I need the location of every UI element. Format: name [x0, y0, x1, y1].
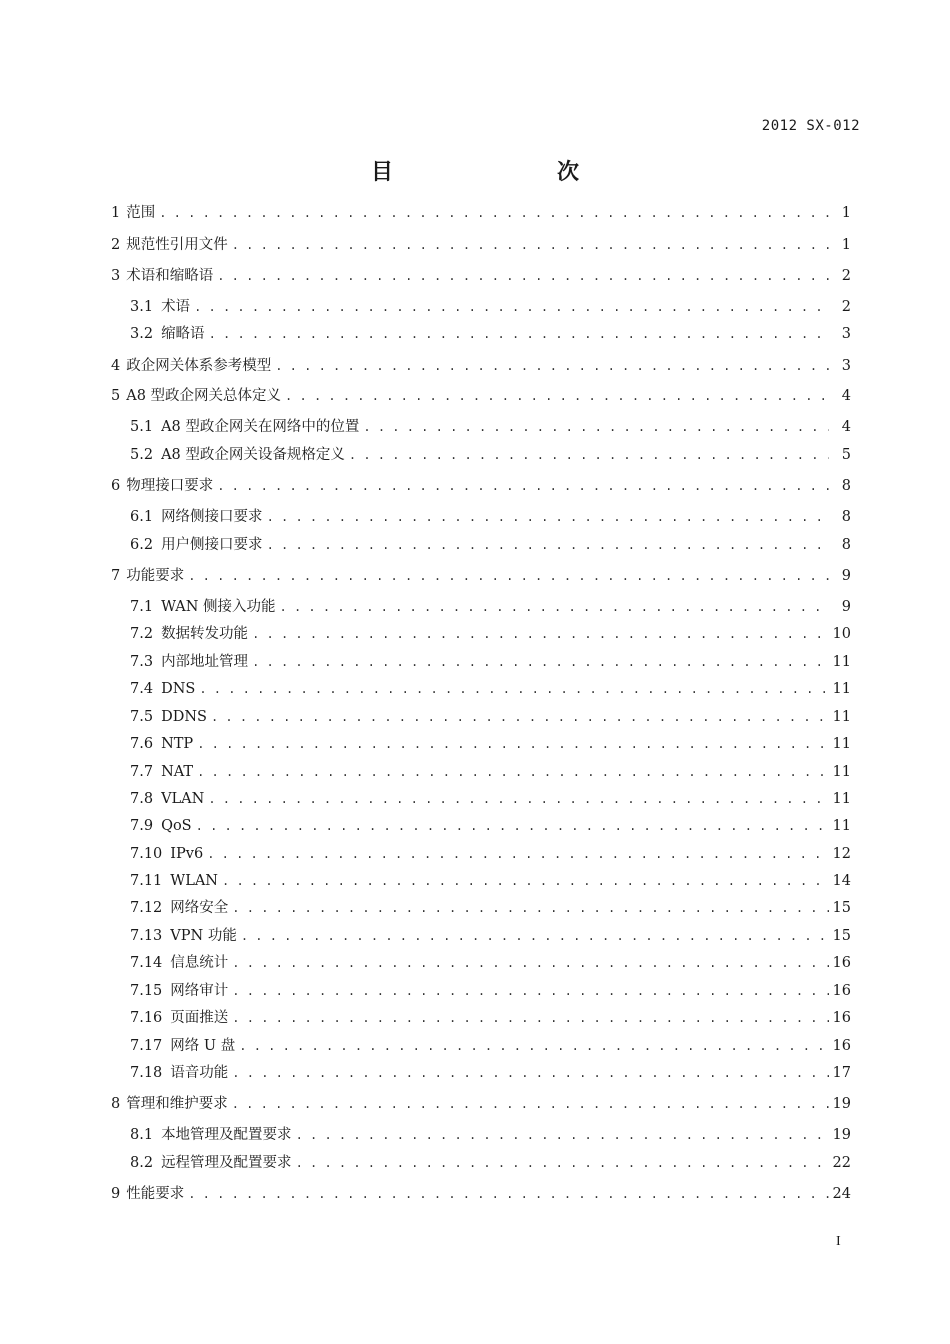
- toc-entry-label: IPv6: [170, 846, 204, 862]
- toc-entry-label: 规范性引用文件: [126, 237, 228, 253]
- toc-entry-number: 7.9: [130, 818, 154, 834]
- toc-entry[interactable]: [130, 1125, 851, 1145]
- toc-entry-label: VLAN: [161, 791, 205, 807]
- toc-entry-label: 网络侧接口要求: [161, 509, 263, 525]
- toc-entry-label: NTP: [161, 736, 194, 752]
- toc-entry[interactable]: [111, 266, 851, 286]
- toc-entry-number: 3.2: [130, 326, 154, 342]
- toc-entry-page: 16: [832, 955, 851, 971]
- document-code: 2012 SX-012: [761, 118, 860, 134]
- toc-entry-page: 11: [832, 791, 851, 807]
- toc-dot-leader: [199, 679, 828, 699]
- toc-entry-page: 19: [832, 1127, 851, 1143]
- toc-dot-leader: [252, 652, 828, 672]
- toc-entry-page: 2: [841, 268, 851, 284]
- toc-dot-leader: [217, 476, 829, 496]
- toc-entry-page: 11: [832, 764, 851, 780]
- toc-entry-label: 用户侧接口要求: [161, 537, 263, 553]
- toc-dot-leader: [197, 734, 828, 754]
- toc-entry[interactable]: [130, 898, 851, 918]
- toc-dot-leader: [232, 1063, 828, 1083]
- toc-entry-label: 语音功能: [170, 1065, 229, 1081]
- toc-entry-page: 17: [832, 1065, 851, 1081]
- toc-entry-label: WLAN: [170, 873, 218, 889]
- toc-entry-page: 1: [841, 237, 851, 253]
- toc-dot-leader: [285, 386, 829, 406]
- toc-title: 目 次: [370, 159, 619, 185]
- toc-entry-number: 8.1: [130, 1127, 154, 1143]
- toc-entry-number: 6.1: [130, 509, 154, 525]
- toc-entry-number: 7.13: [130, 928, 163, 944]
- toc-entry[interactable]: [130, 981, 851, 1001]
- toc-entry[interactable]: [130, 652, 851, 672]
- toc-entry-number: 5: [111, 388, 121, 404]
- toc-entry-label: 信息统计: [170, 955, 229, 971]
- toc-entry-page: 11: [832, 681, 851, 697]
- toc-entry-number: 7.3: [130, 654, 154, 670]
- toc-entry-number: 9: [111, 1186, 121, 1202]
- toc-entry-page: 8: [841, 537, 851, 553]
- toc-entry-label: 范围: [126, 205, 156, 221]
- toc-dot-leader: [209, 324, 829, 344]
- toc-entry-number: 7.5: [130, 709, 154, 725]
- toc-entry-label: A8 型政企网关在网络中的位置: [161, 419, 360, 435]
- toc-entry-number: 7.6: [130, 736, 154, 752]
- toc-entry[interactable]: [130, 871, 851, 891]
- toc-dot-leader: [267, 507, 829, 527]
- toc-entry-number: 3.1: [130, 299, 154, 315]
- toc-entry-label: 物理接口要求: [126, 478, 214, 494]
- toc-entry[interactable]: [111, 386, 851, 406]
- toc-entry-number: 7.14: [130, 955, 163, 971]
- toc-entry-page: 8: [841, 509, 851, 525]
- toc-entry[interactable]: [130, 789, 851, 809]
- toc-entry-label: 内部地址管理: [161, 654, 249, 670]
- toc-entry-label: 政企网关体系参考模型: [126, 358, 272, 374]
- toc-entry-label: 数据转发功能: [161, 626, 249, 642]
- toc-dot-leader: [222, 871, 829, 891]
- toc-entry-number: 3: [111, 268, 121, 284]
- toc-entry-number: 8: [111, 1096, 121, 1112]
- toc-dot-leader: [217, 266, 829, 286]
- toc-entry[interactable]: [130, 844, 851, 864]
- toc-dot-leader: [349, 445, 829, 465]
- toc-dot-leader: [232, 953, 828, 973]
- toc-dot-leader: [232, 898, 828, 918]
- toc-entry[interactable]: [130, 762, 851, 782]
- toc-entry-page: 15: [832, 900, 851, 916]
- toc-entry-number: 2: [111, 237, 121, 253]
- toc-entry[interactable]: [130, 624, 851, 644]
- page-number: I: [836, 1234, 841, 1249]
- toc-entry-label: VPN 功能: [170, 928, 237, 944]
- toc-entry-label: A8 型政企网关设备规格定义: [161, 447, 345, 463]
- toc-dot-leader: [241, 926, 829, 946]
- toc-entry-label: DNS: [161, 681, 196, 697]
- toc-entry-number: 7.8: [130, 791, 154, 807]
- toc-entry-number: 7.17: [130, 1038, 163, 1054]
- toc-entry-label: DDNS: [161, 709, 207, 725]
- toc-entry-page: 1: [841, 205, 851, 221]
- toc-entry-page: 11: [832, 709, 851, 725]
- toc-entry-label: 本地管理及配置要求: [161, 1127, 292, 1143]
- toc-entry-number: 5.2: [130, 447, 154, 463]
- toc-entry[interactable]: [111, 566, 851, 586]
- toc-entry-number: 7.2: [130, 626, 154, 642]
- toc-dot-leader: [267, 535, 829, 555]
- toc-dot-leader: [207, 844, 828, 864]
- toc-dot-leader: [196, 816, 829, 836]
- toc-entry-number: 7.1: [130, 599, 154, 615]
- toc-dot-leader: [239, 1036, 828, 1056]
- toc-entry-label: 性能要求: [126, 1186, 185, 1202]
- toc-dot-leader: [232, 981, 828, 1001]
- toc-entry-page: 11: [832, 736, 851, 752]
- toc-entry[interactable]: [130, 926, 851, 946]
- toc-entry-page: 16: [832, 983, 851, 999]
- toc-entry[interactable]: [130, 445, 851, 465]
- toc-entry-label: 缩略语: [161, 326, 205, 342]
- toc-entry[interactable]: [111, 476, 851, 496]
- toc-entry-page: 3: [841, 326, 851, 342]
- toc-entry[interactable]: [130, 297, 851, 317]
- toc-dot-leader: [208, 789, 828, 809]
- toc-entry-page: 16: [832, 1010, 851, 1026]
- toc-entry[interactable]: [130, 597, 851, 617]
- toc-entry[interactable]: [111, 235, 851, 255]
- toc-entry-page: 12: [832, 846, 851, 862]
- toc-entry-number: 7.12: [130, 900, 163, 916]
- toc-entry-page: 4: [841, 419, 851, 435]
- toc-entry-label: 功能要求: [126, 568, 185, 584]
- toc-entry-number: 8.2: [130, 1155, 154, 1171]
- toc-entry-page: 11: [832, 818, 851, 834]
- toc-entry-number: 5.1: [130, 419, 154, 435]
- toc-entry[interactable]: [111, 1184, 851, 1204]
- toc-entry[interactable]: [111, 356, 851, 376]
- toc-entry-label: QoS: [161, 818, 192, 834]
- toc-entry-label: 术语: [161, 299, 191, 315]
- toc-entry-label: 网络 U 盘: [170, 1038, 236, 1054]
- toc-entry-page: 3: [841, 358, 851, 374]
- toc-entry[interactable]: [130, 1153, 851, 1173]
- toc-entry-page: 19: [832, 1096, 851, 1112]
- toc-entry-label: 管理和维护要求: [126, 1096, 228, 1112]
- toc-entry[interactable]: [130, 679, 851, 699]
- toc-entry-number: 7: [111, 568, 121, 584]
- toc-dot-leader: [363, 417, 829, 437]
- toc-entry-page: 9: [841, 599, 851, 615]
- toc-entry-number: 7.7: [130, 764, 154, 780]
- toc-entry[interactable]: [130, 734, 851, 754]
- toc-entry-number: 7.4: [130, 681, 154, 697]
- toc-entry-page: 15: [832, 928, 851, 944]
- toc-dot-leader: [211, 707, 829, 727]
- toc-dot-leader: [194, 297, 829, 317]
- toc-entry-page: 5: [841, 447, 851, 463]
- toc-entry-number: 7.15: [130, 983, 163, 999]
- toc-entry[interactable]: [130, 535, 851, 555]
- toc-entry-page: 16: [832, 1038, 851, 1054]
- toc-entry[interactable]: [130, 816, 851, 836]
- toc-entry[interactable]: [130, 1063, 851, 1083]
- toc-dot-leader: [188, 1184, 828, 1204]
- toc-entry-page: 22: [832, 1155, 851, 1171]
- toc-entry-page: 10: [832, 626, 851, 642]
- toc-entry-page: 4: [841, 388, 851, 404]
- toc-dot-leader: [232, 1094, 829, 1114]
- toc-entry[interactable]: [130, 507, 851, 527]
- toc-entry-label: WAN 侧接入功能: [161, 599, 276, 615]
- toc-entry-number: 4: [111, 358, 121, 374]
- toc-entry-number: 6: [111, 478, 121, 494]
- toc-entry-label: A8 型政企网关总体定义: [126, 388, 282, 404]
- toc-entry-number: 7.16: [130, 1010, 163, 1026]
- toc-entry[interactable]: [130, 1036, 851, 1056]
- toc-entry-label: 术语和缩略语: [126, 268, 214, 284]
- toc-entry-number: 6.2: [130, 537, 154, 553]
- toc-dot-leader: [275, 356, 829, 376]
- toc-dot-leader: [296, 1125, 829, 1145]
- toc-dot-leader: [252, 624, 828, 644]
- toc-entry-number: 7.11: [130, 873, 163, 889]
- toc-entry-number: 7.18: [130, 1065, 163, 1081]
- toc-entry-label: 网络审计: [170, 983, 229, 999]
- toc-entry-label: 页面推送: [170, 1010, 229, 1026]
- toc-entry[interactable]: [130, 1008, 851, 1028]
- toc-entry[interactable]: [130, 707, 851, 727]
- toc-dot-leader: [296, 1153, 829, 1173]
- toc-dot-leader: [159, 203, 829, 223]
- toc-entry-page: 9: [841, 568, 851, 584]
- toc-dot-leader: [232, 1008, 828, 1028]
- toc-entry-number: 1: [111, 205, 121, 221]
- toc-dot-leader: [197, 762, 828, 782]
- toc-dot-leader: [188, 566, 829, 586]
- toc-entry-number: 7.10: [130, 846, 163, 862]
- toc-entry[interactable]: [130, 953, 851, 973]
- toc-entry[interactable]: [130, 324, 851, 344]
- toc-entry-page: 24: [832, 1186, 851, 1202]
- toc-entry-label: 网络安全: [170, 900, 229, 916]
- toc-entry-page: 8: [841, 478, 851, 494]
- toc-entry-page: 2: [841, 299, 851, 315]
- toc-entry-label: 远程管理及配置要求: [161, 1155, 292, 1171]
- toc-entry[interactable]: [111, 1094, 851, 1114]
- toc-entry-page: 14: [832, 873, 851, 889]
- toc-entry[interactable]: [130, 417, 851, 437]
- toc-entry[interactable]: [111, 203, 851, 223]
- toc-entry-page: 11: [832, 654, 851, 670]
- toc-dot-leader: [232, 235, 829, 255]
- toc-entry-label: NAT: [161, 764, 194, 780]
- toc-dot-leader: [280, 597, 829, 617]
